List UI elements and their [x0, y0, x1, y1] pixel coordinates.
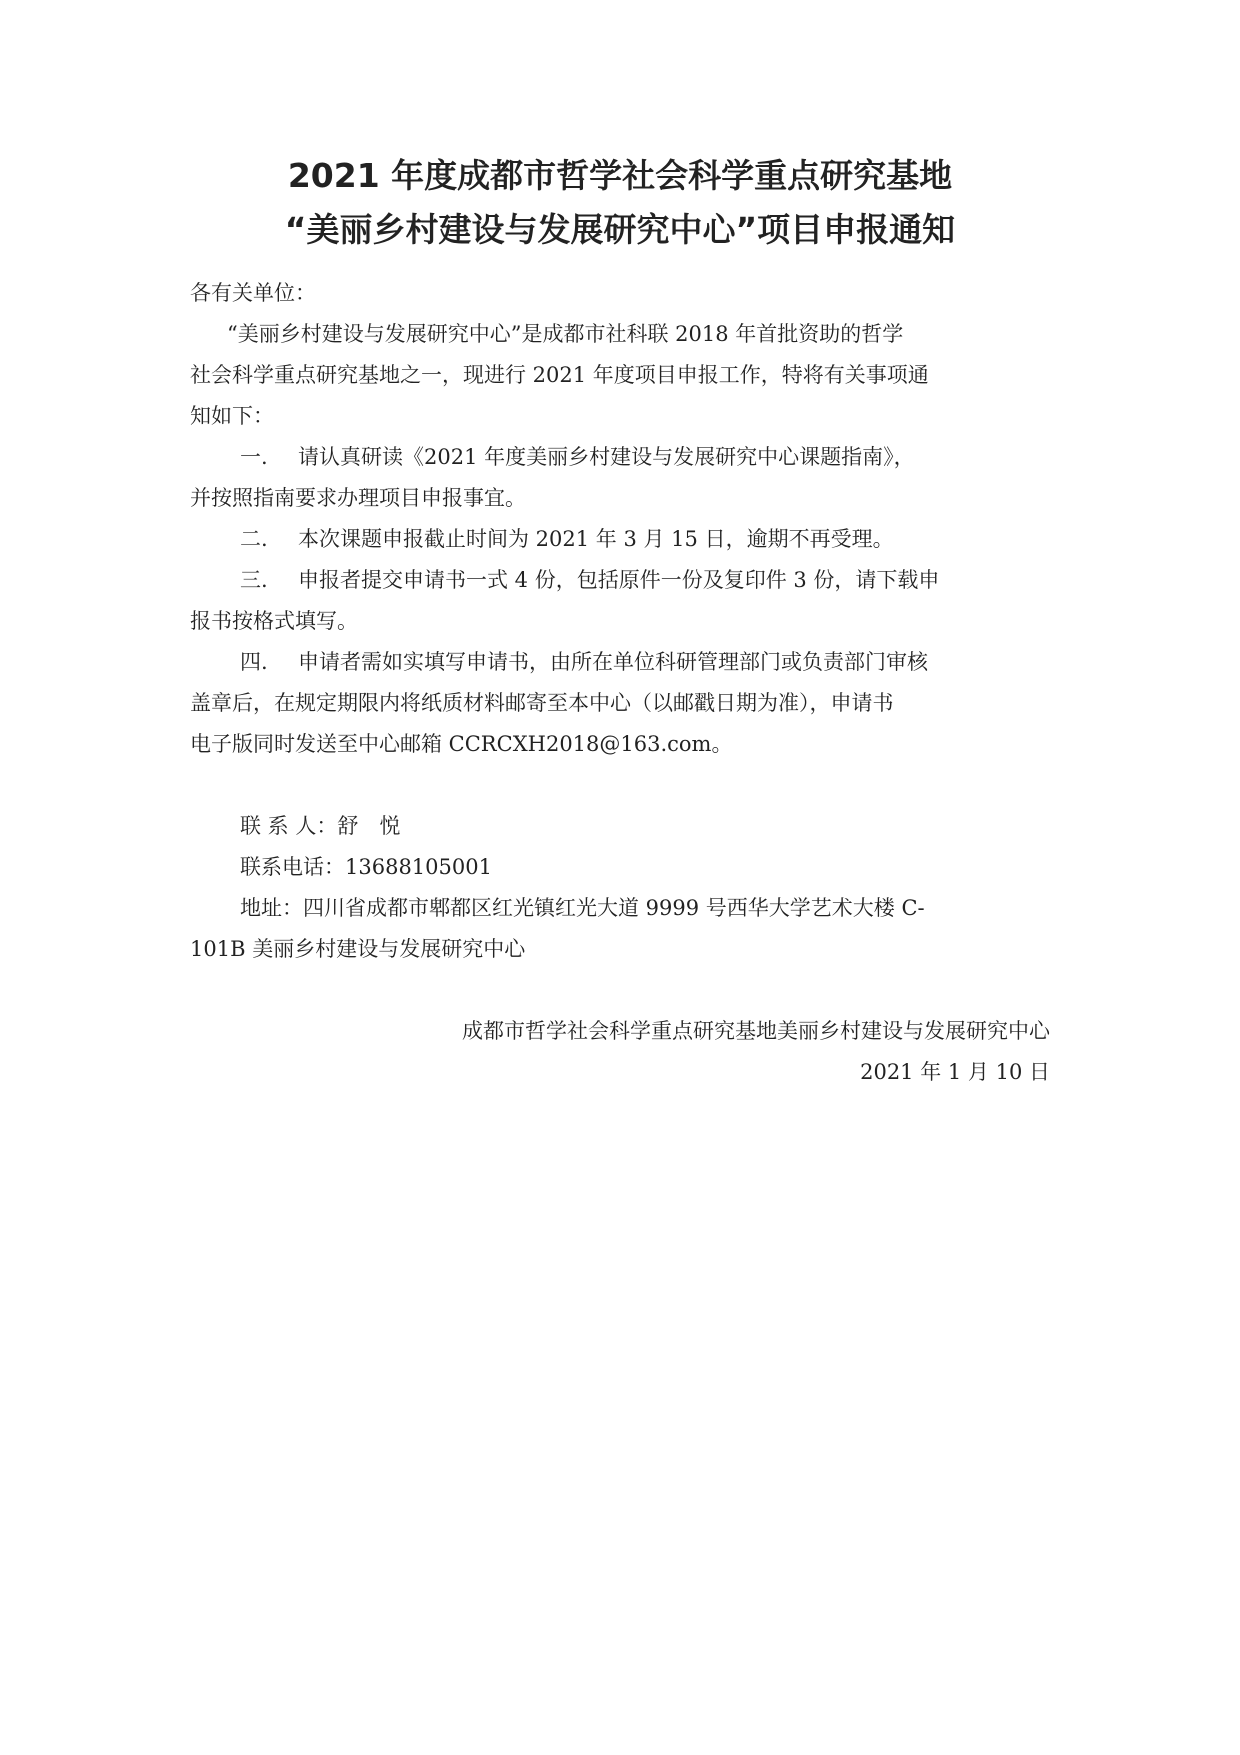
contact-address-line-2: 101B 美丽乡村建设与发展研究中心: [190, 937, 526, 961]
item-4-text: 申请者需如实填写申请书，由所在单位科研管理部门或负责部门审核: [298, 650, 928, 674]
item-3-number: 三.: [240, 568, 268, 592]
contact-address: [240, 892, 925, 924]
item-3-text: 申报者提交申请书一式 4 份，包括原件一份及复印件 3 份，请下载申: [298, 568, 940, 592]
intro-line-3: 知如下：: [190, 404, 274, 428]
intro-line-2: 社会科学重点研究基地之一，现进行 2021 年度项目申报工作，特将有关事项通: [190, 363, 929, 387]
document-title-line-1: 2021 年度成都市哲学社会科学重点研究基地: [287, 156, 953, 195]
item-1-line-2: 并按照指南要求办理项目申报事宜。: [190, 486, 526, 510]
item-3-line-1: [240, 564, 939, 596]
contact-phone: [240, 851, 492, 883]
signature-date: 2021 年 1 月 10 日: [860, 1060, 1050, 1084]
item-1-line-1: [240, 441, 915, 473]
signature-org: 成都市哲学社会科学重点研究基地美丽乡村建设与发展研究中心: [462, 1019, 1050, 1043]
intro-line-1: “美丽乡村建设与发展研究中心”是成都市社科联 2018 年首批资助的哲学: [227, 322, 904, 346]
item-1-number: 一.: [240, 445, 268, 469]
item-4-number: 四.: [240, 650, 268, 674]
salutation: 各有关单位：: [190, 281, 316, 305]
contact-phone-label: 联系电话：: [240, 855, 345, 879]
item-3-line-2: 报书按格式填写。: [190, 609, 358, 633]
contact-person: [240, 810, 400, 842]
contact-person-label: 联 系 人：: [240, 814, 338, 838]
document-title-line-2: “美丽乡村建设与发展研究中心”项目申报通知: [284, 210, 956, 249]
item-2-line-1: [240, 523, 894, 555]
contact-address-line-1: 四川省成都市郫都区红光镇红光大道 9999 号西华大学艺术大楼 C-: [303, 896, 925, 920]
item-2-text: 本次课题申报截止时间为 2021 年 3 月 15 日，逾期不再受理。: [298, 527, 894, 551]
contact-phone-value: 13688105001: [345, 855, 492, 879]
contact-address-label: 地址：: [240, 896, 303, 920]
contact-person-value: 舒 悦: [337, 814, 401, 838]
item-4-line-2: 盖章后，在规定期限内将纸质材料邮寄至本中心（以邮戳日期为准），申请书: [190, 691, 894, 715]
item-2-number: 二.: [240, 527, 268, 551]
item-1-text: 请认真研读《2021 年度美丽乡村建设与发展研究中心课题指南》，: [298, 445, 915, 469]
item-4-line-1: [240, 646, 928, 678]
item-4-line-3: 电子版同时发送至中心邮箱 CCRCXH2018@163.com。: [190, 732, 733, 756]
